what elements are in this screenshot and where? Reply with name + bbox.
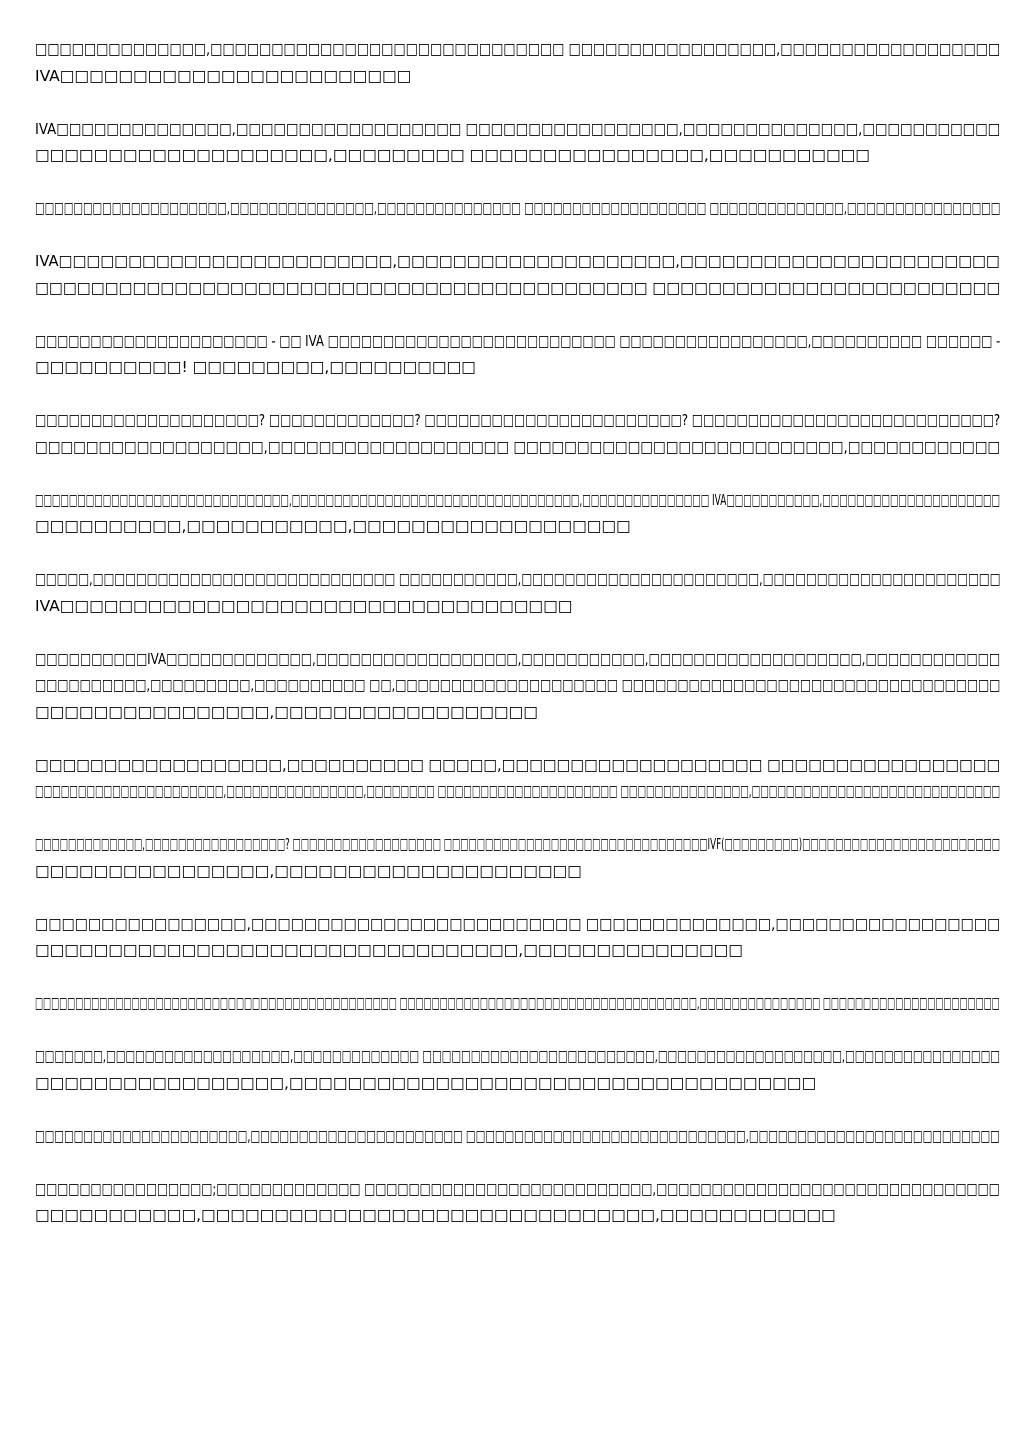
text-line: IVA□□□□□□□□□□□□□□,□□□□□□□□□□□□□□□□□□ □□□□□□□□□□□□□□□□□,□□□□□□□□□□□□□□,□□□□□□□□□□□ xyxy=(35,119,1000,138)
paragraph xyxy=(35,116,1000,169)
paragraph xyxy=(35,1043,1000,1096)
text-line: □□□□□□□□□□□□□□□□□□□□,□□□□□□□□□□□□□□□,□□□□□□□□□□□□□□□ □□□□□□□□□□□□□□□□□□□ □□□□□□□□□□□□□□,□□□□□□□□□□□□□□□□ xyxy=(35,199,1000,217)
paragraph xyxy=(35,911,1000,964)
text-line: □□□□□□□□□□□□□□□□□□,□□□□□□□□□□ □□□□□,□□□□□□□□□□□□□□□□□□□ □□□□□□□□□□□□□□□□□ xyxy=(35,755,1000,774)
text-line: □□□□□□□□□□□□□□□□;□□□□□□□□□□□□□ □□□□□□□□□□□□□□□□□□□□□□□□□□,□□□□□□□□□□□□□□□□□□□□□□□□□□□□□□□ xyxy=(35,1179,1000,1198)
paragraph xyxy=(35,1176,1000,1229)
paragraph xyxy=(35,646,1000,726)
text-line: □□□□□□□□□□□□□□□□□□□□? □□□□□□□□□□□□□? □□□□□□□□□□□□□□□□□□□□□□□? □□□□□□□□□□□□□□□□□□□□□□□□□□□? xyxy=(35,411,1000,429)
paragraph xyxy=(35,566,1000,619)
paragraph xyxy=(35,36,1000,89)
paragraph xyxy=(35,1123,1000,1150)
paragraph xyxy=(35,328,1000,381)
text-line: □□□□□□□□□□□□□□□□□□□□□□,□□□□□□□□□□□□□□□□□□□□□□ □□□□□□□□□□□□□□□□□□□□□□□□□□□□□,□□□□□□□□□□□□□□□□□□□□□□□□□□ xyxy=(35,1126,1000,1145)
text-line: □□□□□,□□□□□□□□□□□□□□□□□□□□□□□□□□□□ □□□□□□□□□□□,□□□□□□□□□□□□□□□□□□□□□□,□□□□□□□□□□□□□□□□□□□□□□ xyxy=(35,570,1000,588)
text-line: □□□□□□□□□□□□□□□□□□□□□□□□□□□□□□□□□□□□□□□□□□□□ □□□□□□□□□□□□□□□□□□□□□□□□□ xyxy=(35,278,1000,297)
text-line: IVA□□□□□□□□□□□□□□□□□□□□□□□□□□□□□□□□□□□ xyxy=(35,596,573,615)
text-line: □□□□□□□□□□□□□□□□,□□□□□□□□□□□□□□□□□□□□□□□□□ □□□□□□□□□□□□□□,□□□□□□□□□□□□□□□□□ xyxy=(35,914,1000,933)
text-line: □□□□□□□□□□□□□□□□□□□□□□□□□□□□□□□□□□□□□□□□□□□□□ □□□□□□□□□□□□□□□□□□□□□□□□□□□□□□□□□□□□□,□□□□□□□□□□□□□□□ □□□□□□□□□□□□□□□□□□□□□□ xyxy=(35,994,1000,1012)
text-line: □□□□□□□□□□IVA□□□□□□□□□□□□□,□□□□□□□□□□□□□□□□□□,□□□□□□□□□□□,□□□□□□□□□□□□□□□□□□□,□□□□□□□□□□□□ xyxy=(35,649,1000,668)
text-line: □□□□□□□□□□,□□□□□□□□□,□□□□□□□□□□ □□,□□□□□□□□□□□□□□□□□□□□ □□□□□□□□□□□□□□□□□□□□□□□□□□□□□□□□□□ xyxy=(35,676,1000,694)
paragraph xyxy=(35,752,1000,805)
paragraph xyxy=(35,195,1000,222)
text-line: □□□□□□□□□□□□□□□□□□□□□ - □□ IVA □□□□□□□□□□□□□□□□□□□□□□□□□□ □□□□□□□□□□□□□□□□□,□□□□□□□□□□ □□□□□□ - xyxy=(35,331,1000,350)
text-line: □□□□□□□□□□□□□□□□,□□□□□□□□□□□□□□□□□□ xyxy=(35,702,538,721)
paragraph xyxy=(35,248,1000,301)
text-line: □□□□□□□□□□□□□□□□□□□□□□□□□□□□□□□□□,□□□□□□□□□□□□□□□ xyxy=(35,941,743,959)
text-line: □□□□□□□□□□,□□□□□□□□□□□,□□□□□□□□□□□□□□□□□□□ xyxy=(35,517,631,535)
paragraph xyxy=(35,831,1000,884)
text-line: □□□□□□□□□□□□□□□□□,□□□□□□□□□□□□□□□□□□□□□□□□□□□□□□□□□□□□ xyxy=(35,1073,817,1092)
text-line: □□□□□□□□□□□□□□,□□□□□□□□□□□□□□□□□□□□□□□□□□□□□ □□□□□□□□□□□□□□□□□,□□□□□□□□□□□□□□□□□□ xyxy=(35,40,1000,58)
text-line: □□□□□□□□□□□□□□□□□□□□,□□□□□□□□□ □□□□□□□□□□□□□□□□,□□□□□□□□□□□ xyxy=(35,146,870,164)
text-line: □□□□□□□□□□□□□□□□□□,□□□□□□□□□□□□□□□□□□□ □□□□□□□□□□□□□□□□□□□□□□□□□□,□□□□□□□□□□□□ xyxy=(35,437,1000,456)
text-line: □□□□□□□□□□□□□□□□□□□□□□,□□□□□□□□□□□□□□□□,□□□□□□□□ □□□□□□□□□□□□□□□□□□□□□ □□□□□□□□□□□□□□□,□□□□□□□□□□□□□□□□□□□□□□□□□□□□□ xyxy=(35,782,1000,800)
text-line: IVA□□□□□□□□□□□□□□□□□□□□□□□□,□□□□□□□□□□□□□□□□□□□□,□□□□□□□□□□□□□□□□□□□□□□□ xyxy=(35,252,1000,270)
text-line: □□□□□□□□□□□□□,□□□□□□□□□□□□□□□□□? □□□□□□□□□□□□□□□□□□ □□□□□□□□□□□□□□□□□□□□□□□□□□□□□□□□IVF(□□□□□□□□□)□□□□□□□□□□□□□□□□□□□□□□□□ xyxy=(35,835,1000,853)
document-body xyxy=(35,36,1000,1229)
text-line: □□□□□□□□□□! □□□□□□□□□,□□□□□□□□□□ xyxy=(35,358,476,376)
text-line: □□□□□□□□□□□,□□□□□□□□□□□□□□□□□□□□□□□□□□□□□□□,□□□□□□□□□□□□ xyxy=(35,1206,836,1224)
paragraph xyxy=(35,990,1000,1017)
text-line: □□□□□□□,□□□□□□□□□□□□□□□□□□□,□□□□□□□□□□□□□ □□□□□□□□□□□□□□□□□□□□□□□□,□□□□□□□□□□□□□□□□□□□,□□□□□□□□□□□□□□□□ xyxy=(35,1047,1000,1065)
paragraph xyxy=(35,407,1000,460)
paragraph xyxy=(35,487,1000,540)
text-line: □□□□□□□□□□□□□□□□,□□□□□□□□□□□□□□□□□□□□□ xyxy=(35,861,582,880)
text-line: IVA□□□□□□□□□□□□□□□□□□□□□□□□ xyxy=(35,66,412,85)
text-line: □□□□□□□□□□□□□□□□□□□□□□□□□□□□□□,□□□□□□□□□□□□□□□□□□□□□□□□□□□□□□□□□□,□□□□□□□□□□□□□□□ IVA□□□□□□□□□□□,□□□□□□□□□□□□□□□□□□□□□ xyxy=(35,490,1000,509)
